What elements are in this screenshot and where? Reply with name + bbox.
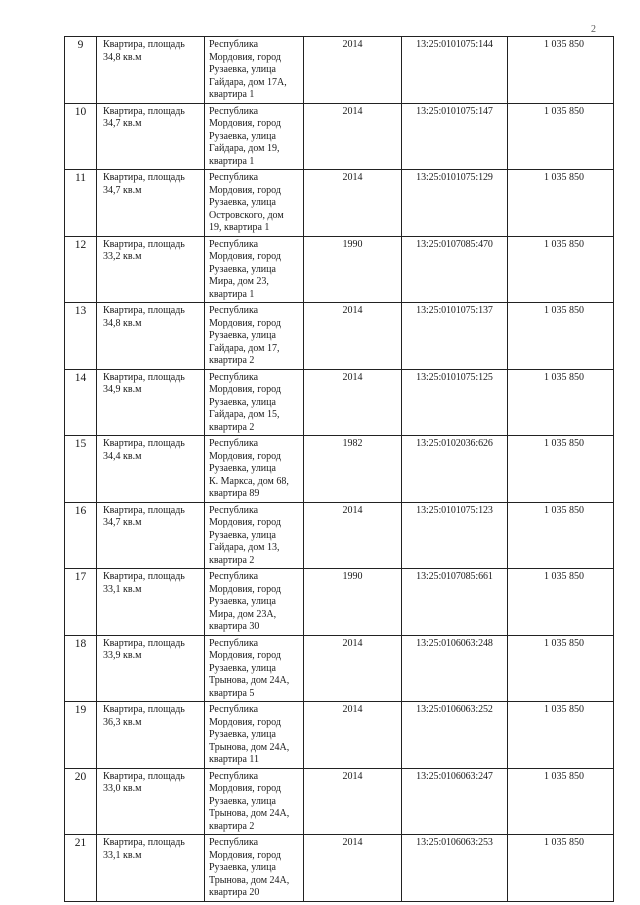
object-cell: Квартира, площадь 34,8 кв.м [97, 37, 205, 104]
cadastral-number-cell: 13:25:0101075:125 [402, 369, 508, 436]
address-cell: Республика Мордовия, город Рузаевка, улица Островского, дом 19, квартира 1 [205, 170, 304, 237]
row-number-cell: 20 [65, 768, 97, 835]
cadastral-number-cell: 13:25:0101075:137 [402, 303, 508, 370]
property-registry-table [64, 36, 614, 902]
object-cell: Квартира, площадь 36,3 кв.м [97, 702, 205, 769]
row-number-cell: 21 [65, 835, 97, 902]
object-cell: Квартира, площадь 34,7 кв.м [97, 170, 205, 237]
object-cell: Квартира, площадь 33,1 кв.м [97, 569, 205, 636]
table-row [65, 502, 614, 569]
cadastral-number-cell: 13:25:0102036:626 [402, 436, 508, 503]
year-cell: 2014 [304, 502, 402, 569]
table-row [65, 103, 614, 170]
value-cell: 1 035 850 [508, 569, 614, 636]
cadastral-number-cell: 13:25:0107085:470 [402, 236, 508, 303]
object-cell: Квартира, площадь 33,9 кв.м [97, 635, 205, 702]
address-cell: Республика Мордовия, город Рузаевка, улица Гайдара, дом 19, квартира 1 [205, 103, 304, 170]
cadastral-number-cell: 13:25:0101075:123 [402, 502, 508, 569]
object-cell: Квартира, площадь 34,9 кв.м [97, 369, 205, 436]
page-number: 2 [591, 24, 596, 35]
row-number-cell: 16 [65, 502, 97, 569]
row-number-cell: 13 [65, 303, 97, 370]
row-number-cell: 9 [65, 37, 97, 104]
address-cell: Республика Мордовия, город Рузаевка, улица Трынова, дом 24А, квартира 5 [205, 635, 304, 702]
table-row [65, 236, 614, 303]
row-number-cell: 17 [65, 569, 97, 636]
value-cell: 1 035 850 [508, 436, 614, 503]
address-cell: Республика Мордовия, город Рузаевка, улица Трынова, дом 24А, квартира 11 [205, 702, 304, 769]
year-cell: 2014 [304, 702, 402, 769]
row-number-cell: 18 [65, 635, 97, 702]
year-cell: 2014 [304, 303, 402, 370]
object-cell: Квартира, площадь 33,1 кв.м [97, 835, 205, 902]
address-cell: Республика Мордовия, город Рузаевка, улица Гайдара, дом 15, квартира 2 [205, 369, 304, 436]
row-number-cell: 11 [65, 170, 97, 237]
cadastral-number-cell: 13:25:0106063:248 [402, 635, 508, 702]
cadastral-number-cell: 13:25:0101075:144 [402, 37, 508, 104]
cadastral-number-cell: 13:25:0107085:661 [402, 569, 508, 636]
value-cell: 1 035 850 [508, 103, 614, 170]
table-body [65, 37, 614, 902]
cadastral-number-cell: 13:25:0106063:253 [402, 835, 508, 902]
value-cell: 1 035 850 [508, 835, 614, 902]
table-row [65, 702, 614, 769]
year-cell: 1990 [304, 569, 402, 636]
object-cell: Квартира, площадь 34,7 кв.м [97, 103, 205, 170]
row-number-cell: 12 [65, 236, 97, 303]
year-cell: 2014 [304, 369, 402, 436]
table-row [65, 436, 614, 503]
value-cell: 1 035 850 [508, 303, 614, 370]
table-row [65, 835, 614, 902]
year-cell: 1982 [304, 436, 402, 503]
value-cell: 1 035 850 [508, 37, 614, 104]
table-row [65, 37, 614, 104]
address-cell: Республика Мордовия, город Рузаевка, улица К. Маркса, дом 68, квартира 89 [205, 436, 304, 503]
year-cell: 1990 [304, 236, 402, 303]
address-cell: Республика Мордовия, город Рузаевка, улица Гайдара, дом 13, квартира 2 [205, 502, 304, 569]
row-number-cell: 15 [65, 436, 97, 503]
year-cell: 2014 [304, 103, 402, 170]
row-number-cell: 10 [65, 103, 97, 170]
value-cell: 1 035 850 [508, 236, 614, 303]
value-cell: 1 035 850 [508, 702, 614, 769]
year-cell: 2014 [304, 635, 402, 702]
year-cell: 2014 [304, 37, 402, 104]
year-cell: 2014 [304, 170, 402, 237]
table-row [65, 635, 614, 702]
cadastral-number-cell: 13:25:0101075:129 [402, 170, 508, 237]
table-row [65, 303, 614, 370]
address-cell: Республика Мордовия, город Рузаевка, улица Трынова, дом 24А, квартира 2 [205, 768, 304, 835]
table-row [65, 170, 614, 237]
address-cell: Республика Мордовия, город Рузаевка, улица Трынова, дом 24А, квартира 20 [205, 835, 304, 902]
address-cell: Республика Мордовия, город Рузаевка, улица Гайдара, дом 17, квартира 2 [205, 303, 304, 370]
address-cell: Республика Мордовия, город Рузаевка, улица Мира, дом 23А, квартира 30 [205, 569, 304, 636]
cadastral-number-cell: 13:25:0106063:247 [402, 768, 508, 835]
table-row [65, 768, 614, 835]
object-cell: Квартира, площадь 34,8 кв.м [97, 303, 205, 370]
year-cell: 2014 [304, 768, 402, 835]
value-cell: 1 035 850 [508, 170, 614, 237]
row-number-cell: 19 [65, 702, 97, 769]
object-cell: Квартира, площадь 34,4 кв.м [97, 436, 205, 503]
address-cell: Республика Мордовия, город Рузаевка, улица Гайдара, дом 17А, квартира 1 [205, 37, 304, 104]
object-cell: Квартира, площадь 34,7 кв.м [97, 502, 205, 569]
value-cell: 1 035 850 [508, 502, 614, 569]
object-cell: Квартира, площадь 33,0 кв.м [97, 768, 205, 835]
value-cell: 1 035 850 [508, 369, 614, 436]
cadastral-number-cell: 13:25:0101075:147 [402, 103, 508, 170]
table-row [65, 369, 614, 436]
table-row [65, 569, 614, 636]
value-cell: 1 035 850 [508, 635, 614, 702]
address-cell: Республика Мордовия, город Рузаевка, улица Мира, дом 23, квартира 1 [205, 236, 304, 303]
value-cell: 1 035 850 [508, 768, 614, 835]
year-cell: 2014 [304, 835, 402, 902]
row-number-cell: 14 [65, 369, 97, 436]
object-cell: Квартира, площадь 33,2 кв.м [97, 236, 205, 303]
cadastral-number-cell: 13:25:0106063:252 [402, 702, 508, 769]
